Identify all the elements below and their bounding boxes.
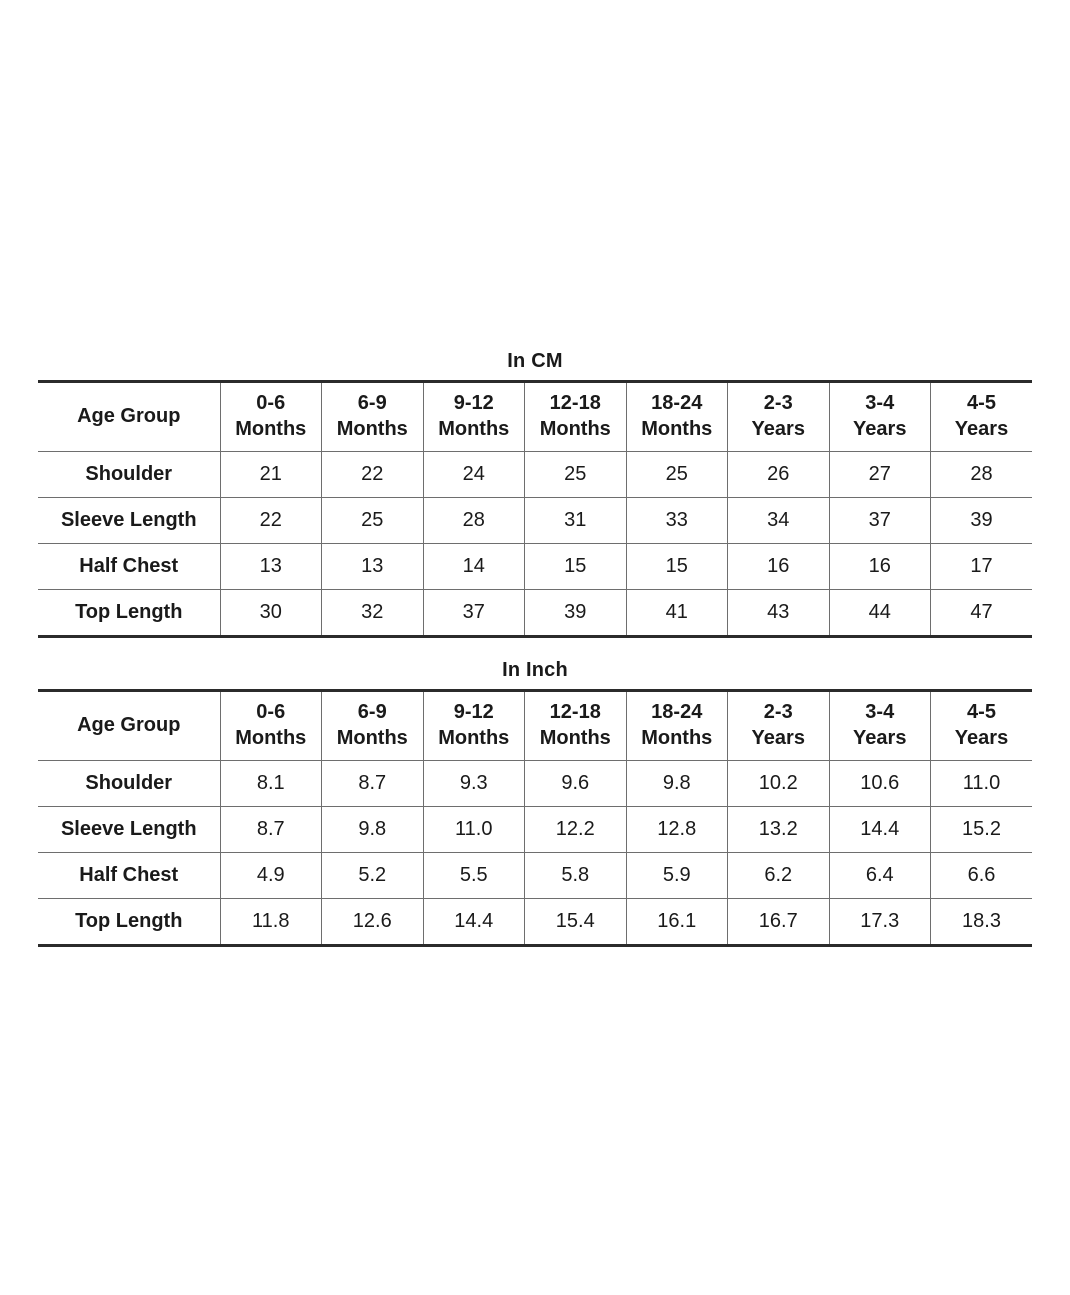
cell-shoulder-5: 26 <box>728 452 830 498</box>
header-column-2-line2: Months <box>438 418 510 440</box>
cell-sleeve-4: 33 <box>626 498 728 544</box>
table-row <box>38 590 1032 637</box>
cell-halfchest-7: 6.6 <box>931 853 1033 899</box>
header-column-4-line2: Months <box>641 418 713 440</box>
size-table-inch-block <box>38 659 1032 947</box>
row-label-half-chest: Half Chest <box>38 544 220 590</box>
header-column-1 <box>322 382 424 452</box>
header-column-7-line1: 4-5 <box>967 392 996 415</box>
cell-sleeve-3: 12.2 <box>525 807 627 853</box>
cell-toplength-7: 47 <box>931 590 1033 637</box>
header-column-7 <box>931 691 1033 761</box>
cell-sleeve-6: 14.4 <box>829 807 931 853</box>
header-column-5-line2: Years <box>751 418 805 440</box>
size-table-cm-block <box>38 350 1032 638</box>
header-column-5-line1: 2-3 <box>763 392 793 415</box>
cell-toplength-0: 11.8 <box>220 899 322 946</box>
header-column-2-line1: 9-12 <box>453 392 494 415</box>
header-column-0 <box>220 691 322 761</box>
cell-halfchest-4: 15 <box>626 544 728 590</box>
header-column-4 <box>626 382 728 452</box>
table-row <box>38 544 1032 590</box>
header-column-7-line2: Years <box>954 418 1009 440</box>
cell-halfchest-0: 4.9 <box>220 853 322 899</box>
table-row <box>38 899 1032 946</box>
cell-toplength-2: 37 <box>423 590 525 637</box>
cell-shoulder-1: 22 <box>322 452 424 498</box>
header-column-2 <box>423 382 525 452</box>
cell-toplength-7: 18.3 <box>931 899 1033 946</box>
cell-sleeve-2: 11.0 <box>423 807 525 853</box>
table-title-inch: In Inch <box>502 659 568 681</box>
cell-shoulder-6: 27 <box>829 452 931 498</box>
row-label-top-length: Top Length <box>38 899 220 946</box>
cell-halfchest-6: 16 <box>829 544 931 590</box>
row-label-top-length: Top Length <box>38 590 220 637</box>
header-age-group: Age Group <box>38 382 220 452</box>
cell-shoulder-5: 10.2 <box>728 761 830 807</box>
cell-shoulder-2: 9.3 <box>423 761 525 807</box>
row-label-shoulder: Shoulder <box>38 452 220 498</box>
cell-halfchest-2: 14 <box>423 544 525 590</box>
cell-halfchest-5: 6.2 <box>728 853 830 899</box>
table-row <box>38 761 1032 807</box>
cell-sleeve-1: 25 <box>322 498 424 544</box>
cell-sleeve-5: 13.2 <box>728 807 830 853</box>
header-column-6-line2: Years <box>853 418 907 440</box>
cell-sleeve-6: 37 <box>829 498 931 544</box>
cell-shoulder-4: 25 <box>626 452 728 498</box>
header-column-6-line2: Years <box>853 727 907 749</box>
row-label-sleeve-length: Sleeve Length <box>38 498 220 544</box>
cell-sleeve-0: 22 <box>220 498 322 544</box>
row-label-half-chest: Half Chest <box>38 853 220 899</box>
header-column-4-line1: 18-24 <box>651 701 703 724</box>
header-column-4-line1: 18-24 <box>651 392 703 415</box>
header-column-3-line2: Months <box>539 727 611 749</box>
row-label-shoulder: Shoulder <box>38 761 220 807</box>
header-column-1-line2: Months <box>336 418 408 440</box>
cell-shoulder-0: 8.1 <box>220 761 322 807</box>
header-column-6 <box>829 691 931 761</box>
cell-sleeve-0: 8.7 <box>220 807 322 853</box>
header-column-0-line1: 0-6 <box>256 701 286 724</box>
cell-sleeve-2: 28 <box>423 498 525 544</box>
cell-toplength-6: 17.3 <box>829 899 931 946</box>
header-column-6 <box>829 382 931 452</box>
header-column-3-line2: Months <box>539 418 611 440</box>
cell-halfchest-0: 13 <box>220 544 322 590</box>
cell-toplength-3: 15.4 <box>525 899 627 946</box>
cell-toplength-4: 16.1 <box>626 899 728 946</box>
cell-sleeve-7: 39 <box>931 498 1033 544</box>
header-column-7-line1: 4-5 <box>967 701 996 724</box>
header-column-5 <box>728 691 830 761</box>
header-column-6-line1: 3-4 <box>865 392 895 415</box>
cell-halfchest-3: 5.8 <box>525 853 627 899</box>
size-table-inch <box>38 689 1032 947</box>
cell-sleeve-7: 15.2 <box>931 807 1033 853</box>
cell-toplength-3: 39 <box>525 590 627 637</box>
cell-sleeve-1: 9.8 <box>322 807 424 853</box>
cell-halfchest-1: 5.2 <box>322 853 424 899</box>
header-column-2-line1: 9-12 <box>453 701 494 724</box>
cell-sleeve-4: 12.8 <box>626 807 728 853</box>
cell-toplength-5: 43 <box>728 590 830 637</box>
cell-halfchest-5: 16 <box>728 544 830 590</box>
cell-toplength-0: 30 <box>220 590 322 637</box>
header-column-3-line1: 12-18 <box>549 701 601 724</box>
header-column-1 <box>322 691 424 761</box>
cell-halfchest-6: 6.4 <box>829 853 931 899</box>
row-label-sleeve-length: Sleeve Length <box>38 807 220 853</box>
header-age-group: Age Group <box>38 691 220 761</box>
cell-toplength-4: 41 <box>626 590 728 637</box>
header-column-0-line2: Months <box>235 418 307 440</box>
header-column-7-line2: Years <box>954 727 1009 749</box>
cell-halfchest-7: 17 <box>931 544 1033 590</box>
header-column-5-line1: 2-3 <box>763 701 793 724</box>
cell-shoulder-6: 10.6 <box>829 761 931 807</box>
table-header-row <box>38 691 1032 761</box>
cell-shoulder-1: 8.7 <box>322 761 424 807</box>
header-column-3 <box>525 691 627 761</box>
cell-shoulder-3: 25 <box>525 452 627 498</box>
table-row <box>38 853 1032 899</box>
header-column-2-line2: Months <box>438 727 510 749</box>
header-column-1-line1: 6-9 <box>357 392 387 415</box>
header-column-6-line1: 3-4 <box>865 701 895 724</box>
cell-toplength-1: 32 <box>322 590 424 637</box>
table-row <box>38 807 1032 853</box>
table-title-cm: In CM <box>507 350 563 372</box>
cell-sleeve-5: 34 <box>728 498 830 544</box>
header-column-1-line1: 6-9 <box>357 701 387 724</box>
header-column-0-line2: Months <box>235 727 307 749</box>
header-column-4-line2: Months <box>641 727 713 749</box>
table-row <box>38 498 1032 544</box>
cell-sleeve-3: 31 <box>525 498 627 544</box>
header-column-2 <box>423 691 525 761</box>
cell-halfchest-4: 5.9 <box>626 853 728 899</box>
size-table-cm <box>38 380 1032 638</box>
cell-shoulder-3: 9.6 <box>525 761 627 807</box>
cell-shoulder-0: 21 <box>220 452 322 498</box>
header-column-0 <box>220 382 322 452</box>
cell-halfchest-1: 13 <box>322 544 424 590</box>
cell-shoulder-7: 11.0 <box>931 761 1033 807</box>
cell-shoulder-7: 28 <box>931 452 1033 498</box>
table-row <box>38 452 1032 498</box>
cell-halfchest-2: 5.5 <box>423 853 525 899</box>
cell-toplength-6: 44 <box>829 590 931 637</box>
cell-toplength-5: 16.7 <box>728 899 830 946</box>
table-header-row <box>38 382 1032 452</box>
header-column-3-line1: 12-18 <box>549 392 601 415</box>
header-column-5-line2: Years <box>751 727 805 749</box>
header-column-0-line1: 0-6 <box>256 392 286 415</box>
header-column-1-line2: Months <box>336 727 408 749</box>
header-column-7 <box>931 382 1033 452</box>
cell-halfchest-3: 15 <box>525 544 627 590</box>
header-column-3 <box>525 382 627 452</box>
cell-shoulder-2: 24 <box>423 452 525 498</box>
header-column-5 <box>728 382 830 452</box>
header-column-4 <box>626 691 728 761</box>
cell-shoulder-4: 9.8 <box>626 761 728 807</box>
cell-toplength-2: 14.4 <box>423 899 525 946</box>
cell-toplength-1: 12.6 <box>322 899 424 946</box>
